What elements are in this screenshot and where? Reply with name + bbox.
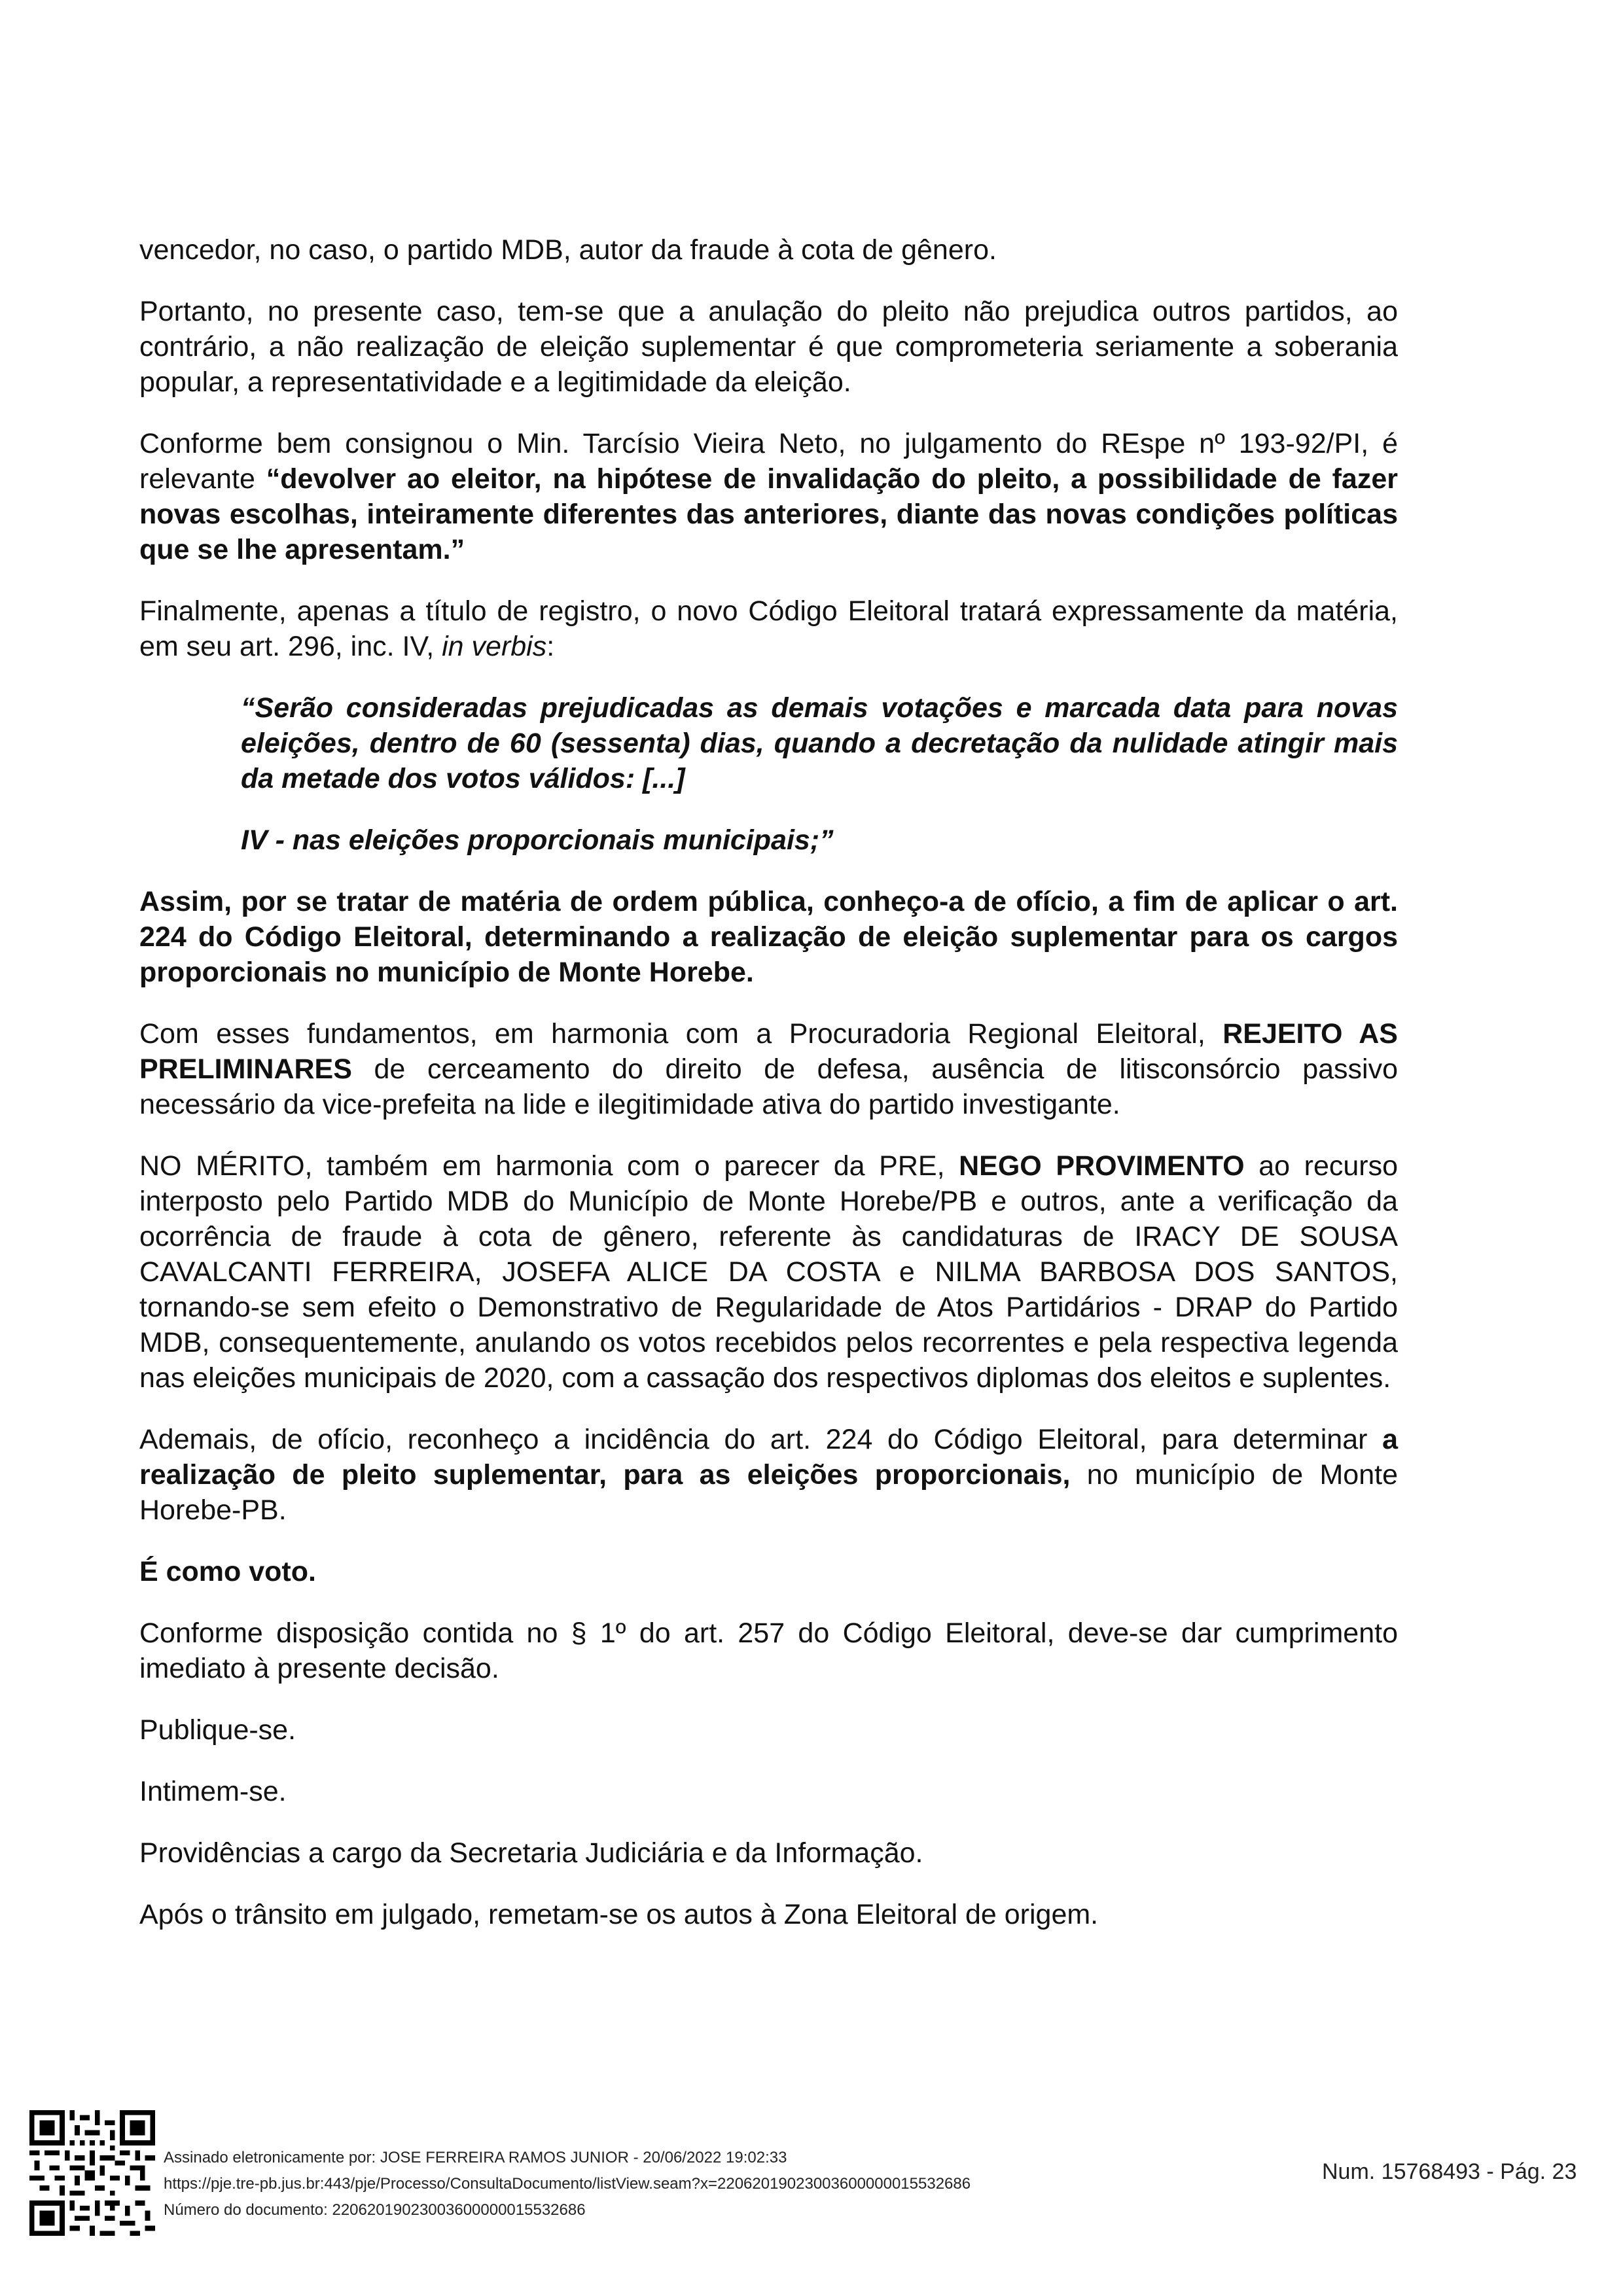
bold-text: NEGO PROVIMENTO: [959, 1150, 1245, 1182]
paragraph: [139, 1148, 1398, 1396]
text-run: Com esses fundamentos, em harmonia com a Procuradoria Regional Eleitoral,: [139, 1018, 1223, 1050]
document-body: [139, 232, 1398, 1958]
signature-block: [164, 2145, 971, 2223]
text-run: Conforme bem consignou o Min. Tarcísio Vieira Neto, no julgamento do REspe nº 193-92/PI, é relevante: [139, 428, 1398, 495]
bold-text: REJEITO AS PRELIMINARES: [139, 1018, 1398, 1085]
text-run: Ademais, de ofício, reconheço a incidência do art. 224 do Código Eleitoral, para determinar: [139, 1424, 1383, 1455]
paragraph: Após o trânsito em julgado, remetam-se os autos à Zona Eleitoral de origem.: [139, 1899, 1099, 1930]
paragraph: Conforme disposição contida no § 1º do art. 257 do Código Eleitoral, deve-se dar cumprimento imediato à presente decisão.: [139, 1617, 1398, 1684]
document-url[interactable]: https://pje.tre-pb.jus.br:443/pje/Processo/ConsultaDocumento/listView.seam?x=22062019023003600000015532686: [164, 2175, 971, 2193]
paragraph: Publique-se.: [139, 1714, 296, 1746]
paragraph: [139, 1422, 1398, 1528]
text-run: NO MÉRITO, também em harmonia com o parecer da PRE,: [139, 1150, 959, 1182]
qr-code-icon: [29, 2110, 155, 2236]
text-run: no município de Monte Horebe-PB.: [139, 1459, 1398, 1526]
bold-text: “devolver ao eleitor, na hipótese de invalidação do pleito, a possibilidade de fazer novas escolhas, inteiramente diferentes das anteriores, diante das novas condições políticas que se lhe apresentam.”: [139, 463, 1398, 565]
paragraph: [139, 426, 1398, 567]
paragraph: [139, 1016, 1398, 1122]
text-run: de cerceamento do direito de defesa, ausência de litisconsórcio passivo necessário da vice-prefeita na lide e ilegitimidade ativa do partido investigante.: [139, 1053, 1398, 1120]
paragraph: Intimem-se.: [139, 1776, 287, 1807]
signed-by-text: Assinado eletronicamente por: JOSE FERREIRA RAMOS JUNIOR - 20/06/2022 19:02:33: [164, 2149, 787, 2166]
paragraph: [139, 593, 1398, 664]
block-quote: IV - nas eleições proporcionais municipais;”: [241, 824, 834, 856]
bold-text: Assim, por se tratar de matéria de ordem pública, conheço-a de ofício, a fim de aplicar o art. 224 do Código Eleitoral, determinando a realização de eleição suplementar para os cargos proporcionais no município de Monte Horebe.: [139, 886, 1398, 988]
paragraph: Portanto, no presente caso, tem-se que a anulação do pleito não prejudica outros partidos, ao contrário, a não realização de eleição suplementar é que comprometeria seriamente a soberania popular, a representatividade e a legitimidade da eleição.: [139, 296, 1398, 398]
text-run: ao recurso interposto pelo Partido MDB do Município de Monte Horebe/PB e outros, ante a verificação da ocorrência de fraude à cota de gênero, referente às candidaturas de IRACY DE SOUSA CAVALCANTI FERREIRA, JOSEFA ALICE DA COSTA e NILMA BARBOSA DOS SANTOS, tornando-se sem efeito o Demonstrativo de Regularidade de Atos Partidários - DRAP do Partido MDB, consequentemente, anulando os votos recebidos pelos recorrentes e pela respectiva legenda nas eleições municipais de 2020, com a cassação dos respectivos diplomas dos eleitos e suplentes.: [139, 1150, 1399, 1394]
text-run: :: [546, 631, 555, 662]
text-run: Finalmente, apenas a título de registro, o novo Código Eleitoral tratará expressamente da matéria, em seu art. 296, inc. IV,: [139, 595, 1398, 662]
paragraph: [139, 1554, 1398, 1589]
page-footer: [0, 2110, 1623, 2254]
block-quote: “Serão consideradas prejudicadas as demais votações e marcada data para novas eleições, dentro de 60 (sessenta) dias, quando a decretação da nulidade atingir mais da metade dos votos válidos: [...]: [241, 692, 1398, 794]
paragraph: Providências a cargo da Secretaria Judiciária e da Informação.: [139, 1837, 923, 1869]
paragraph: vencedor, no caso, o partido MDB, autor da fraude à cota de gênero.: [139, 234, 997, 266]
page-number: Num. 15768493 - Pág. 23: [1322, 2159, 1577, 2184]
italic-text: in verbis: [442, 631, 547, 662]
document-number: Número do documento: 22062019023003600000015532686: [164, 2201, 586, 2219]
paragraph: [139, 884, 1398, 990]
bold-text: a realização de pleito suplementar, para as eleições proporcionais,: [139, 1424, 1398, 1491]
bold-text: É como voto.: [139, 1556, 316, 1587]
